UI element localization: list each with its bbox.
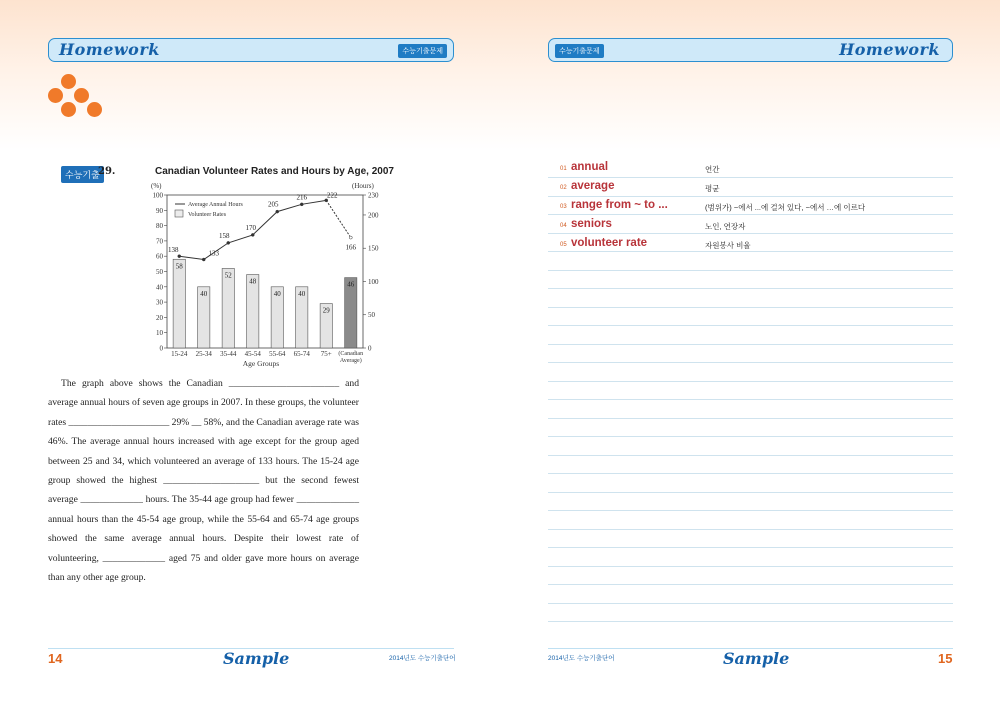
vocab-meaning: 평균 [705, 184, 720, 193]
rule-line [548, 177, 953, 178]
vocab-number: 05 [560, 242, 567, 248]
hours-point [178, 255, 181, 258]
left-axis-unit: (%) [151, 182, 162, 190]
category-label: 15-24 [171, 350, 188, 358]
vocab-row [548, 178, 953, 197]
category-label: 65-74 [293, 350, 310, 358]
bar-value-label: 46 [347, 280, 355, 289]
vocab-meaning: 연간 [705, 165, 720, 174]
left-tick-label: 10 [156, 329, 163, 338]
decorative-dots-icon [46, 74, 106, 124]
hours-value-label: 222 [327, 191, 338, 200]
header-bar [548, 38, 953, 62]
vocab-row [548, 159, 953, 178]
hours-point [251, 233, 254, 236]
category-label: 45-54 [244, 350, 261, 358]
hours-value-label: 216 [296, 193, 307, 202]
vocab-meaning: 노인, 연장자 [705, 222, 746, 231]
question-badge: 수능기출 [61, 166, 104, 183]
right-tick-label: 230 [368, 191, 379, 200]
header-tag: 수능기출문제 [398, 44, 447, 58]
hours-value-label: 205 [268, 200, 279, 209]
bar-value-label: 29 [322, 306, 330, 315]
passage-text: The graph above shows the Canadian _______________________ and average annual hours of seven age groups in 2007. In these groups, the volunteer rates _____________________ 29% __ 58%, and the Canadian average rate was 46%. The average annual hours increased with age except for the group aged between 25 and 34, which volunteered an average of 133 hours. The 15-24 age group showed the highest ____________________ but the second fewest average _____________ hours. The 35-44 age group had fewer _____________ annual hours than the 45-54 age group, while the 55-64 and 65-74 age groups showed the same average annual hours. Despite their lowest rate of volunteering, _____________ aged 75 and older gave more hours on average than any other age group. [48, 378, 359, 584]
rule-line [548, 584, 953, 585]
x-axis-label: Age Groups [242, 359, 280, 368]
right-axis-unit: (Hours) [352, 182, 374, 190]
sample-watermark: Sample [223, 649, 290, 668]
rule-line [548, 473, 953, 474]
rule-line [548, 418, 953, 419]
category-label: 35-44 [220, 350, 237, 358]
vocab-word: average [571, 180, 615, 192]
vocab-word: seniors [571, 218, 612, 230]
hours-line-dashed [326, 200, 351, 237]
hours-point [276, 210, 279, 213]
rule-line [548, 621, 953, 622]
rule-line [548, 214, 953, 215]
legend-rates: Volunteer Rates [188, 212, 227, 218]
rule-line [548, 529, 953, 530]
footer-text: 2014년도 수능기출단어 [548, 655, 615, 662]
vocab-number: 04 [560, 223, 567, 229]
vocab-word: range from ~ to ... [571, 199, 668, 211]
rule-line [548, 399, 953, 400]
rule-line [548, 344, 953, 345]
hours-point [227, 241, 230, 244]
right-tick-label: 50 [368, 311, 375, 320]
bar-value-label: 40 [298, 289, 306, 298]
right-page [500, 0, 1000, 707]
rule-line [548, 510, 953, 511]
left-tick-label: 20 [156, 313, 163, 322]
vocab-word: annual [571, 161, 609, 173]
category-label: 55-64 [269, 350, 286, 358]
passage [48, 374, 359, 587]
right-tick-label: 200 [368, 211, 379, 220]
header-tag: 수능기출문제 [555, 44, 604, 58]
left-tick-label: 90 [156, 206, 163, 215]
bar-value-label: 52 [224, 271, 232, 280]
sample-watermark: Sample [723, 649, 790, 668]
bar-value-label: 48 [249, 277, 257, 286]
hours-value-label: 166 [345, 243, 356, 252]
category-label: 25-34 [195, 350, 212, 358]
vocab-number: 03 [560, 204, 567, 210]
hours-value-label: 158 [219, 231, 230, 240]
left-tick-label: 0 [159, 344, 163, 353]
left-tick-label: 40 [156, 283, 163, 292]
bar-value-label: 40 [200, 289, 208, 298]
category-label: 75+ [320, 350, 332, 358]
rule-line [548, 362, 953, 363]
legend-hours: Average Annual Hours [188, 202, 243, 208]
right-tick-label: 150 [368, 244, 379, 253]
hours-value-label: 133 [208, 249, 219, 258]
hours-point [300, 203, 303, 206]
left-tick-label: 100 [152, 191, 163, 200]
rule-line [548, 307, 953, 308]
homework-title: Homework [839, 40, 940, 59]
vocab-number: 02 [560, 185, 567, 191]
chart-legend [175, 202, 244, 218]
question-number: 29. [98, 166, 116, 177]
left-tick-label: 60 [156, 252, 163, 261]
chart-title: Canadian Volunteer Rates and Hours by Age, 2007 [155, 166, 394, 177]
rule-line [548, 325, 953, 326]
right-tick-label: 100 [368, 277, 379, 286]
rule-line [548, 381, 953, 382]
bar [222, 268, 234, 348]
hours-value-label: 170 [245, 223, 256, 232]
category-label: (Canadian [338, 351, 364, 357]
vocab-word: volunteer rate [571, 237, 648, 249]
rule-line [548, 436, 953, 437]
homework-title: Homework [59, 40, 160, 59]
right-tick-label: 0 [368, 344, 372, 353]
rule-line [548, 233, 953, 234]
hours-point [202, 258, 205, 261]
rule-line [548, 251, 953, 252]
rule-line [548, 603, 953, 604]
hours-value-label: 138 [168, 246, 179, 255]
left-tick-label: 70 [156, 237, 163, 246]
rule-line [548, 566, 953, 567]
rule-line [548, 547, 953, 548]
bar-value-label: 40 [273, 289, 281, 298]
header-bar [48, 38, 454, 62]
left-tick-label: 80 [156, 222, 163, 231]
rule-line [548, 270, 953, 271]
hours-point [349, 236, 352, 239]
vocab-meaning: 자원봉사 비율 [705, 241, 751, 250]
page-number: 14 [48, 651, 63, 666]
rule-line [548, 455, 953, 456]
category-label: Average) [339, 358, 362, 364]
vocab-number: 01 [560, 166, 567, 172]
bar [173, 259, 185, 348]
left-tick-label: 30 [156, 298, 163, 307]
page-number: 15 [938, 651, 953, 666]
rule-line [548, 288, 953, 289]
vocab-meaning: (범위가) ~에서 ...에 걸쳐 있다, ~에서 …에 이르다 [705, 203, 866, 212]
rule-line [548, 196, 953, 197]
footer-text: 2014년도 수능기출단어 [389, 655, 456, 662]
rule-line [548, 492, 953, 493]
volunteer-chart [140, 176, 385, 372]
bar [247, 275, 259, 348]
left-tick-label: 50 [156, 268, 163, 276]
bar-value-label: 58 [175, 262, 183, 271]
